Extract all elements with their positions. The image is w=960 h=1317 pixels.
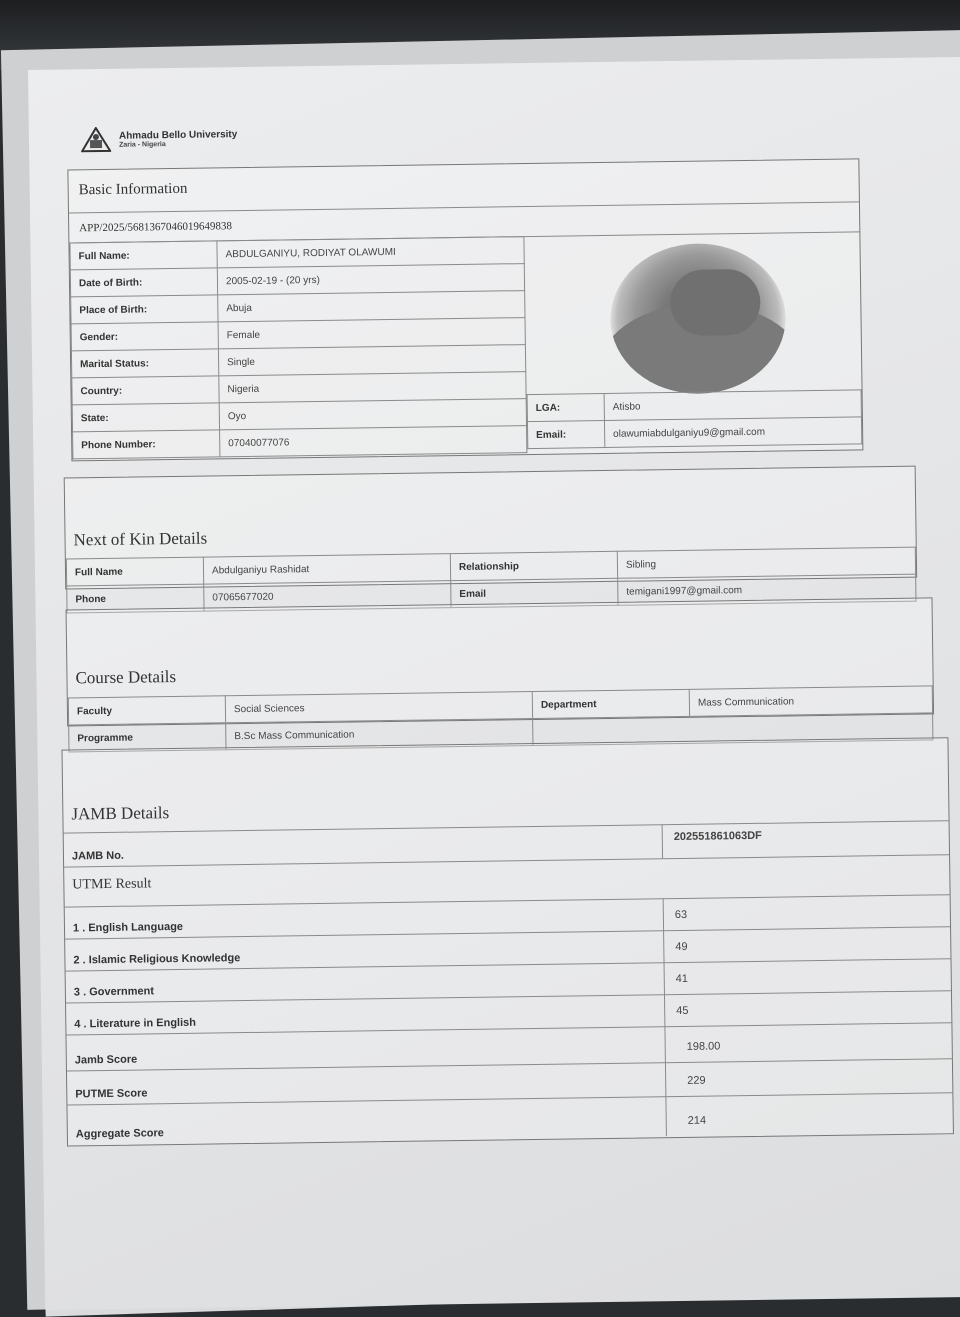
putme-score-label: PUTME Score: [75, 1087, 148, 1101]
kin-relationship-label: Relationship: [450, 551, 617, 580]
kin-phone-value: 07065677020: [204, 581, 451, 611]
pob-value: Abuja: [218, 291, 525, 322]
basic-info-table: [69, 236, 527, 459]
basic-info-title: Basic Information: [78, 180, 188, 199]
department-label: Department: [532, 689, 689, 718]
country-value: Nigeria: [219, 372, 526, 403]
kin-email-label: Email: [451, 578, 618, 607]
full-name-label: Full Name:: [70, 241, 217, 270]
table-row: [73, 426, 527, 459]
kin-name-value: Abdulganiyu Rashidat: [203, 554, 450, 584]
aggregate-score-value: 214: [687, 1114, 707, 1127]
next-of-kin-card: [64, 466, 917, 605]
state-label: State:: [72, 403, 219, 432]
subject-score: 41: [675, 972, 689, 986]
subject-score: 45: [676, 1004, 689, 1018]
gender-value: Female: [218, 318, 525, 349]
subject-label: 1 . English Language: [72, 920, 184, 935]
basic-info-card: [67, 158, 863, 461]
utme-result-heading: UTME Result: [72, 876, 152, 893]
marital-label: Marital Status:: [71, 349, 218, 378]
programme-label: Programme: [69, 723, 226, 752]
state-value: Oyo: [219, 399, 526, 430]
university-name: Ahmadu Bello University: [118, 129, 238, 142]
applicant-photo: [609, 242, 786, 394]
kin-phone-label: Phone: [67, 584, 204, 613]
phone-label: Phone Number:: [73, 430, 220, 459]
kin-name-label: Full Name: [66, 557, 203, 586]
phone-value: 07040077076: [220, 426, 527, 457]
lga-email-table: [527, 389, 863, 449]
jamb-score-label: Jamb Score: [74, 1053, 138, 1067]
university-logo-icon: [81, 127, 111, 153]
email-label: Email:: [527, 420, 604, 448]
subject-label: 2 . Islamic Religious Knowledge: [73, 952, 241, 967]
university-location: Zaria - Nigeria: [119, 141, 166, 149]
table-row: [527, 417, 861, 449]
course-details-card: [66, 597, 935, 744]
kin-email-value: temigani1997@gmail.com: [618, 574, 916, 605]
kin-title: Next of Kin Details: [73, 528, 208, 550]
faculty-label: Faculty: [68, 696, 225, 725]
lga-value: Atisbo: [604, 390, 861, 421]
jamb-details-card: [61, 737, 953, 1146]
university-header: [81, 125, 238, 153]
document-page: [28, 57, 960, 1310]
putme-score-value: 229: [687, 1074, 706, 1087]
jamb-title: JAMB Details: [71, 803, 170, 824]
aggregate-score-label: Aggregate Score: [75, 1127, 164, 1141]
email-value: olawumiabdulganiyu9@gmail.com: [604, 417, 861, 448]
marital-value: Single: [218, 345, 525, 376]
jamb-no-label: JAMB No.: [71, 849, 125, 863]
dob-value: 2005-02-19 - (20 yrs): [217, 264, 524, 295]
programme-value: B.Sc Mass Communication: [226, 719, 533, 750]
jamb-no-value: 202551861063DF: [673, 829, 762, 844]
department-value: Mass Communication: [689, 686, 932, 716]
jamb-score-value: 198.00: [686, 1040, 721, 1053]
application-id: APP/2025/5681367046019649838: [79, 220, 233, 235]
gender-label: Gender:: [71, 322, 218, 351]
faculty-value: Social Sciences: [225, 692, 532, 723]
lga-label: LGA:: [527, 393, 604, 421]
subject-label: 3 . Government: [73, 985, 155, 999]
course-title: Course Details: [75, 666, 177, 688]
country-label: Country:: [72, 376, 219, 405]
subject-label: 4 . Literature in English: [74, 1016, 197, 1031]
full-name-value: ABDULGANIYU, RODIYAT OLAWUMI: [217, 237, 524, 268]
pob-label: Place of Birth:: [71, 295, 218, 324]
subject-score: 63: [674, 908, 688, 922]
dob-label: Date of Birth:: [70, 268, 217, 297]
kin-relationship-value: Sibling: [617, 547, 915, 578]
subject-score: 49: [675, 940, 688, 954]
